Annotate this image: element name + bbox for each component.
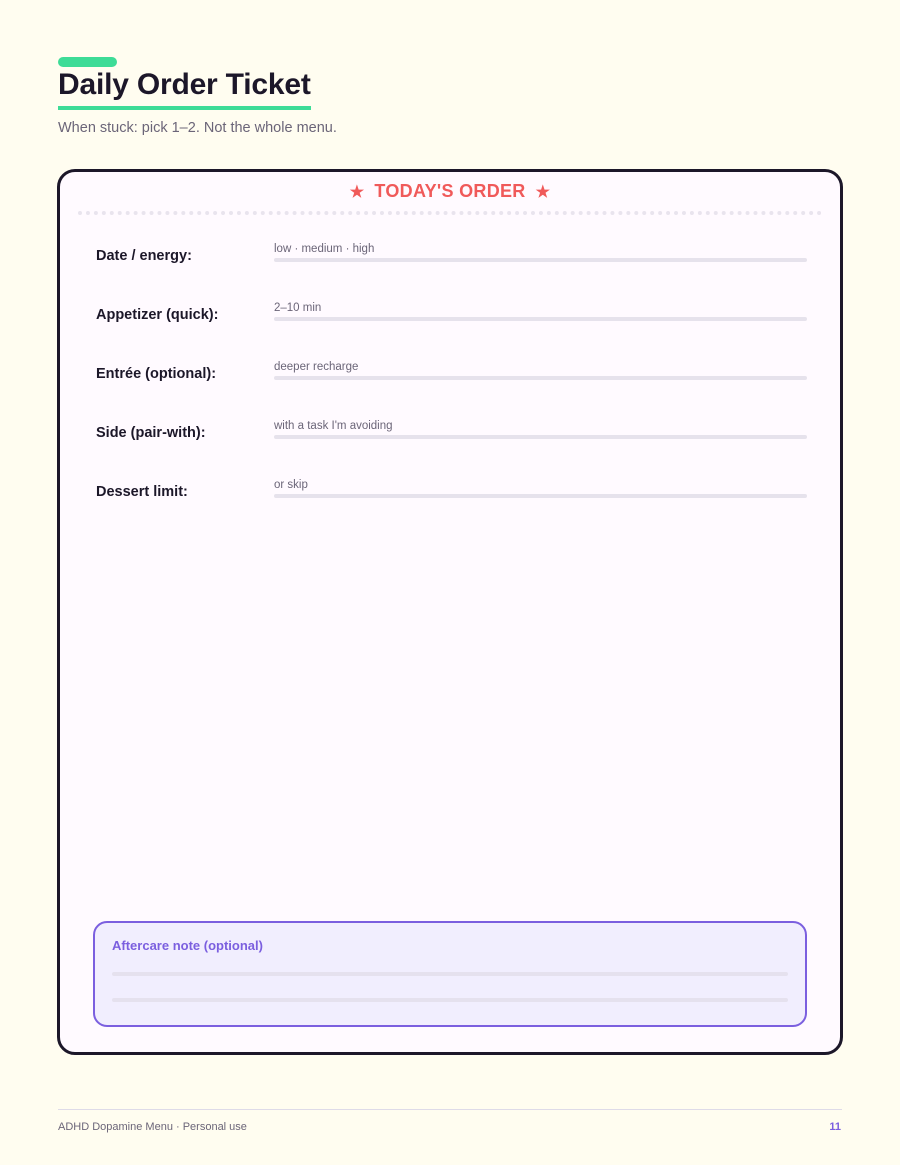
- page-subtitle: When stuck: pick 1–2. Not the whole menu.: [58, 120, 337, 136]
- field-date-energy[interactable]: [93, 230, 807, 270]
- field-label: Appetizer (quick):: [96, 307, 219, 323]
- page-number: 11: [829, 1121, 841, 1133]
- field-hint: low · medium · high: [274, 243, 375, 255]
- field-hint: or skip: [274, 479, 308, 491]
- star-icon: ★: [349, 184, 365, 201]
- footer-text: ADHD Dopamine Menu · Personal use: [58, 1121, 247, 1133]
- write-in-line[interactable]: [274, 494, 807, 498]
- field-label: Entrée (optional):: [96, 366, 217, 382]
- field-hint: 2–10 min: [274, 302, 322, 314]
- aftercare-write-line[interactable]: [112, 998, 788, 1002]
- field-hint: with a task I'm avoiding: [274, 420, 393, 432]
- page-title: Daily Order Ticket: [58, 66, 311, 110]
- perforation-divider: [78, 211, 822, 215]
- field-hint: deeper recharge: [274, 361, 359, 373]
- field-label: Date / energy:: [96, 248, 192, 264]
- star-icon: ★: [535, 184, 551, 201]
- ticket-header: [60, 181, 840, 202]
- aftercare-title: Aftercare note (optional): [112, 938, 263, 953]
- write-in-line[interactable]: [274, 435, 807, 439]
- field-label: Side (pair-with):: [96, 425, 206, 441]
- field-entree[interactable]: [93, 348, 807, 388]
- field-dessert-limit[interactable]: [93, 466, 807, 506]
- footer-divider: [58, 1109, 842, 1110]
- field-side[interactable]: [93, 407, 807, 447]
- aftercare-write-line[interactable]: [112, 972, 788, 976]
- order-ticket-card: [57, 169, 843, 1055]
- aftercare-note-box[interactable]: [93, 921, 807, 1027]
- write-in-line[interactable]: [274, 258, 807, 262]
- write-in-line[interactable]: [274, 376, 807, 380]
- field-label: Dessert limit:: [96, 484, 188, 500]
- write-in-line[interactable]: [274, 317, 807, 321]
- field-appetizer[interactable]: [93, 289, 807, 329]
- ticket-header-label: TODAY'S ORDER: [374, 181, 526, 201]
